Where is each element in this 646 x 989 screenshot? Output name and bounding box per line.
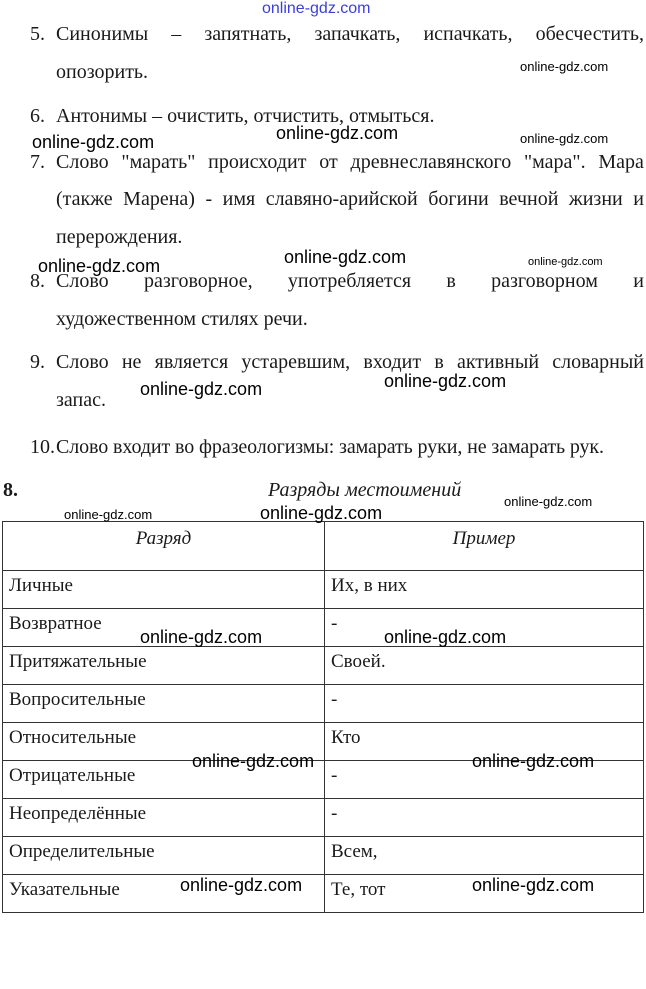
watermark: online-gdz.com: [140, 379, 263, 399]
example-cell: Те, тот: [325, 875, 644, 913]
watermark: online-gdz.com: [384, 627, 507, 647]
example-cell: Своей.: [325, 647, 644, 685]
item-7-line-3: перерождения.: [56, 226, 183, 248]
example-cell: -: [325, 609, 644, 647]
watermark: online-gdz.com: [64, 507, 153, 522]
category-cell: Определительные: [3, 837, 325, 875]
item-7-line-2: (также Марена) - имя славяно-арийской богини вечной жизни и: [56, 188, 644, 210]
category-cell: Притяжательные: [3, 647, 325, 685]
example-cell: -: [325, 685, 644, 723]
item-8-number: 8.: [30, 270, 45, 292]
item-6-number: 6.: [30, 105, 45, 127]
watermark: online-gdz.com: [520, 59, 609, 74]
example-cell: -: [325, 761, 644, 799]
watermark: online-gdz.com: [192, 751, 315, 771]
item-5-line-2: опозорить.: [56, 61, 149, 83]
item-10-number: 10.: [30, 436, 55, 458]
category-cell: Личные: [3, 571, 325, 609]
table-row: [3, 837, 644, 875]
table-row: [3, 799, 644, 837]
category-cell: Неопределённые: [3, 799, 325, 837]
task-number: 8.: [3, 479, 18, 501]
table-header-row: [3, 522, 644, 571]
item-8-line-2: художественном стилях речи.: [56, 308, 308, 330]
watermark: online-gdz.com: [32, 132, 155, 152]
item-5-line-1: Синонимы – запятнать, запачкать, испачкать, обесчестить,: [56, 23, 644, 45]
category-cell: Относительные: [3, 723, 325, 761]
header-example: Пример: [325, 522, 644, 571]
item-9-line-1: Слово не является устаревшим, входит в активный словарный: [56, 351, 644, 373]
category-cell: Отрицательные: [3, 761, 325, 799]
pronoun-categories-table: [2, 521, 644, 913]
watermark: online-gdz.com: [38, 256, 161, 276]
watermark: online-gdz.com: [384, 371, 507, 391]
item-8-line-1: Слово разговорное, употребляется в разговорном и: [56, 270, 644, 292]
example-cell: Кто: [325, 723, 644, 761]
watermark: online-gdz.com: [520, 131, 609, 146]
table-caption: Разряды местоимений: [268, 479, 462, 501]
watermark: online-gdz.com: [140, 627, 263, 647]
watermark: online-gdz.com: [504, 494, 593, 509]
item-9-number: 9.: [30, 351, 45, 373]
category-cell: Вопросительные: [3, 685, 325, 723]
watermark: online-gdz.com: [284, 247, 407, 267]
watermark: online-gdz.com: [528, 256, 603, 268]
category-cell: Возвратное: [3, 609, 325, 647]
watermark: online-gdz.com: [276, 123, 399, 143]
item-6-line-1: Антонимы – очистить, отчистить, отмыться.: [56, 105, 435, 127]
table-row: [3, 685, 644, 723]
watermark-top: online-gdz.com: [262, 0, 371, 17]
watermark: online-gdz.com: [180, 875, 303, 895]
table-row: [3, 647, 644, 685]
watermark: online-gdz.com: [472, 751, 595, 771]
header-category: Разряд: [3, 522, 325, 571]
category-cell: Указательные: [3, 875, 325, 913]
example-cell: Их, в них: [325, 571, 644, 609]
table-row: [3, 571, 644, 609]
example-cell: Всем,: [325, 837, 644, 875]
watermark: online-gdz.com: [260, 503, 383, 523]
item-10-line-1: Слово входит во фразеологизмы: замарать руки, не замарать рук.: [56, 436, 604, 458]
table-row: [3, 609, 644, 647]
item-7-line-1: Слово "марать" происходит от древнеславянского "мара". Мара: [56, 151, 644, 173]
example-cell: -: [325, 799, 644, 837]
item-9-line-2: запас.: [56, 389, 106, 411]
item-5-number: 5.: [30, 23, 45, 45]
item-7-number: 7.: [30, 151, 45, 173]
watermark: online-gdz.com: [472, 875, 595, 895]
